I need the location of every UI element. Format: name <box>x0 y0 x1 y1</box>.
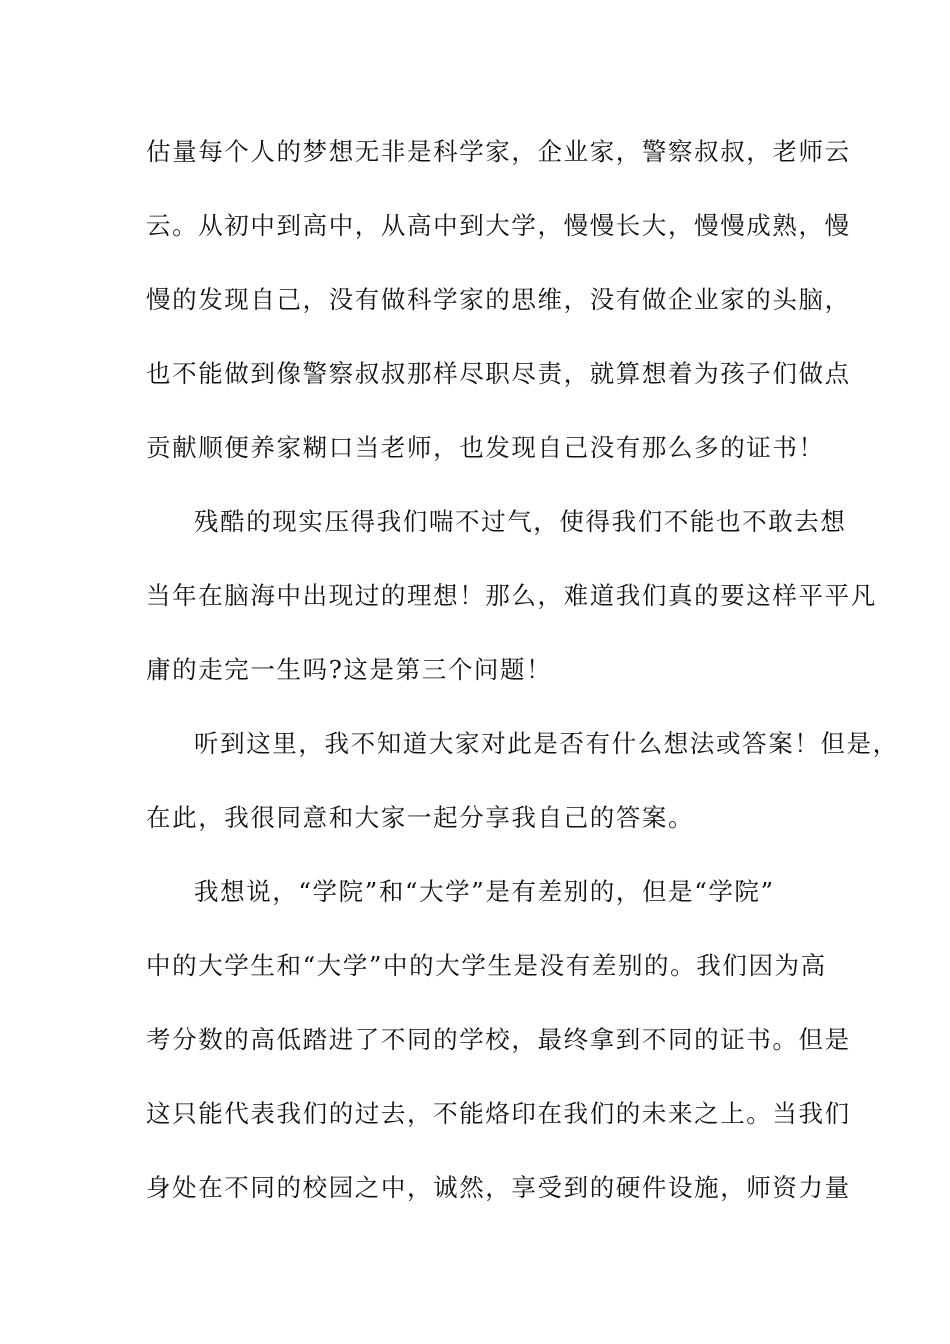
paragraph-first-line: 我想说，“学院”和“大学”是有差别的，但是“学院” <box>194 877 775 906</box>
paragraph-first-line: 听到这里，我不知道大家对此是否有什么想法或答案！但是， <box>194 729 899 758</box>
text-line: 在此，我很同意和大家一起分享我自己的答案。 <box>146 803 695 832</box>
text-line: 这只能代表我们的过去，不能烙印在我们的未来之上。当我们 <box>146 1099 851 1128</box>
text-line: 考分数的高低踏进了不同的学校，最终拿到不同的证书。但是 <box>146 1025 851 1054</box>
text-line: 慢的发现自己，没有做科学家的思维，没有做企业家的头脑， <box>146 285 851 314</box>
text-line: 估量每个人的梦想无非是科学家，企业家，警察叔叔，老师云 <box>146 137 851 166</box>
text-line: 当年在脑海中出现过的理想！那么，难道我们真的要这样平平凡 <box>146 581 877 610</box>
paragraph-first-line: 残酷的现实压得我们喘不过气，使得我们不能也不敢去想 <box>194 507 847 536</box>
text-line: 云。从初中到高中，从高中到大学，慢慢长大，慢慢成熟，慢 <box>146 211 851 240</box>
body-text <box>146 130 899 1240</box>
text-line: 中的大学生和“大学”中的大学生是没有差别的。我们因为高 <box>146 951 827 980</box>
text-line: 庸的走完一生吗?这是第三个问题！ <box>146 655 553 684</box>
text-line: 贡献顺便养家糊口当老师，也发现自己没有那么多的证书！ <box>146 433 825 462</box>
text-line: 身处在不同的校园之中，诚然，享受到的硬件设施，师资力量 <box>146 1173 851 1202</box>
text-line: 也不能做到像警察叔叔那样尽职尽责，就算想着为孩子们做点 <box>146 359 851 388</box>
